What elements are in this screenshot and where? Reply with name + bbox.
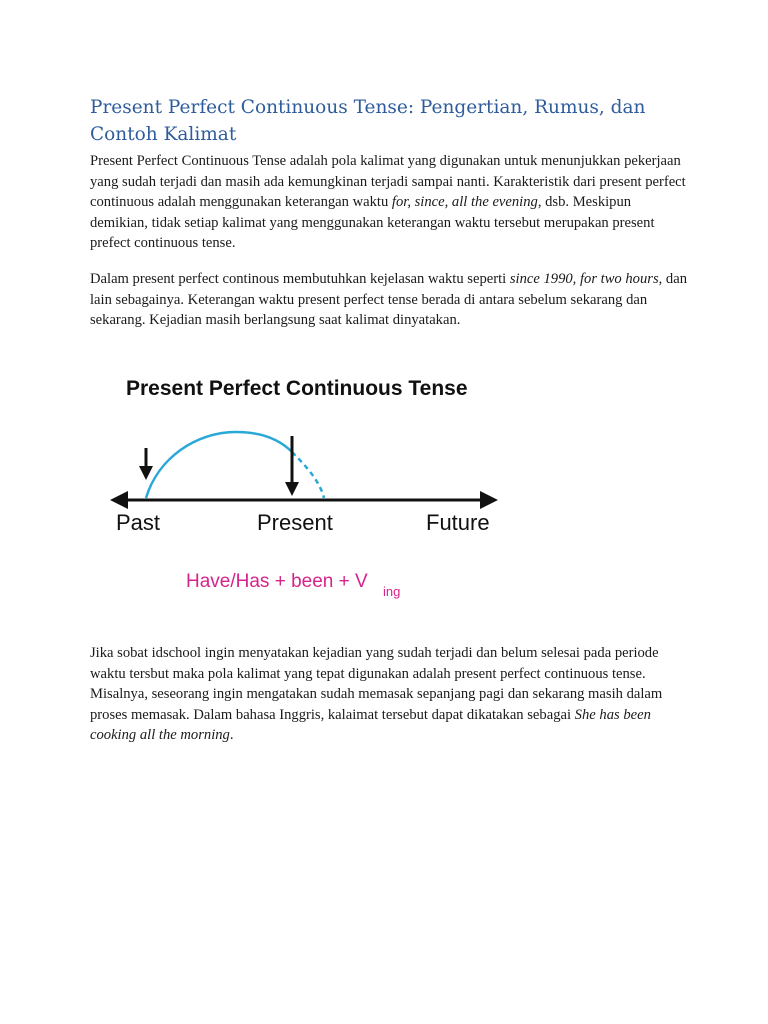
start-marker-arrowhead (139, 466, 153, 480)
duration-arc-solid (146, 432, 292, 498)
formula-main: Have/Has + been + V (186, 571, 368, 592)
paragraph-definition (90, 151, 690, 254)
timeline-right-arrowhead (480, 491, 498, 509)
paragraph-text: dsb. Meskipun demikian, tidak setiap kalimat yang menggunakan keterangan waktu tersebut merupakan present prefect continuous tense. (90, 194, 655, 251)
paragraph-text: , dan lain sebagainya. Keterangan waktu present perfect tense berada di antara sebelum sekarang dan sekarang. Kejadian masih berlangsung saat kalimat dinyatakan. (90, 271, 687, 328)
italic-phrase: She has been cooking all the morning (90, 706, 651, 743)
label-future: Future (426, 510, 490, 535)
duration-arc-dashed (292, 452, 324, 498)
timeline-diagram-svg (96, 360, 516, 610)
paragraph-text: Jika sobat idschool ingin menyatakan kejadian yang sudah terjadi dan belum selesai pada periode waktu tersbut maka pola kalimat yang tepat digunakan adalah present perfect continuous tense. Misalnya, seseorang ingin mengatakan sudah memasak sepanjang pagi dan sekarang masih dalam proses memasak. Dalam bahasa Inggris, kalaimat tersebut dapat dikatakan sebagai (90, 645, 663, 723)
formula-subscript: ing (383, 584, 401, 599)
timeline-diagram (96, 360, 516, 610)
diagram-title: Present Perfect Continuous Tense (126, 377, 468, 400)
italic-phrase: for, since, all the evening, (391, 194, 542, 210)
label-past: Past (116, 510, 161, 535)
italic-phrase: since 1990, for two hours (509, 271, 659, 287)
present-marker-arrowhead (285, 482, 299, 496)
page-title: Present Perfect Continuous Tense: Pengertian, Rumus, dan Contoh Kalimat (90, 97, 646, 145)
timeline-left-arrowhead (110, 491, 128, 509)
paragraph-text: . (229, 727, 234, 743)
paragraph-time-markers (90, 269, 690, 331)
paragraph-text: Dalam present perfect continous membutuhkan kejelasan waktu seperti (90, 271, 510, 287)
paragraph-example (90, 643, 690, 746)
label-present: Present (257, 510, 333, 535)
paragraph-text: Present Perfect Continuous Tense adalah pola kalimat yang digunakan untuk menunjukkan pekerjaan yang sudah terjadi dan masih ada kemungkinan terjadi sampai nanti. Karakteristik dari present perfect continuous adalah menggunakan keterangan waktu (90, 153, 686, 210)
